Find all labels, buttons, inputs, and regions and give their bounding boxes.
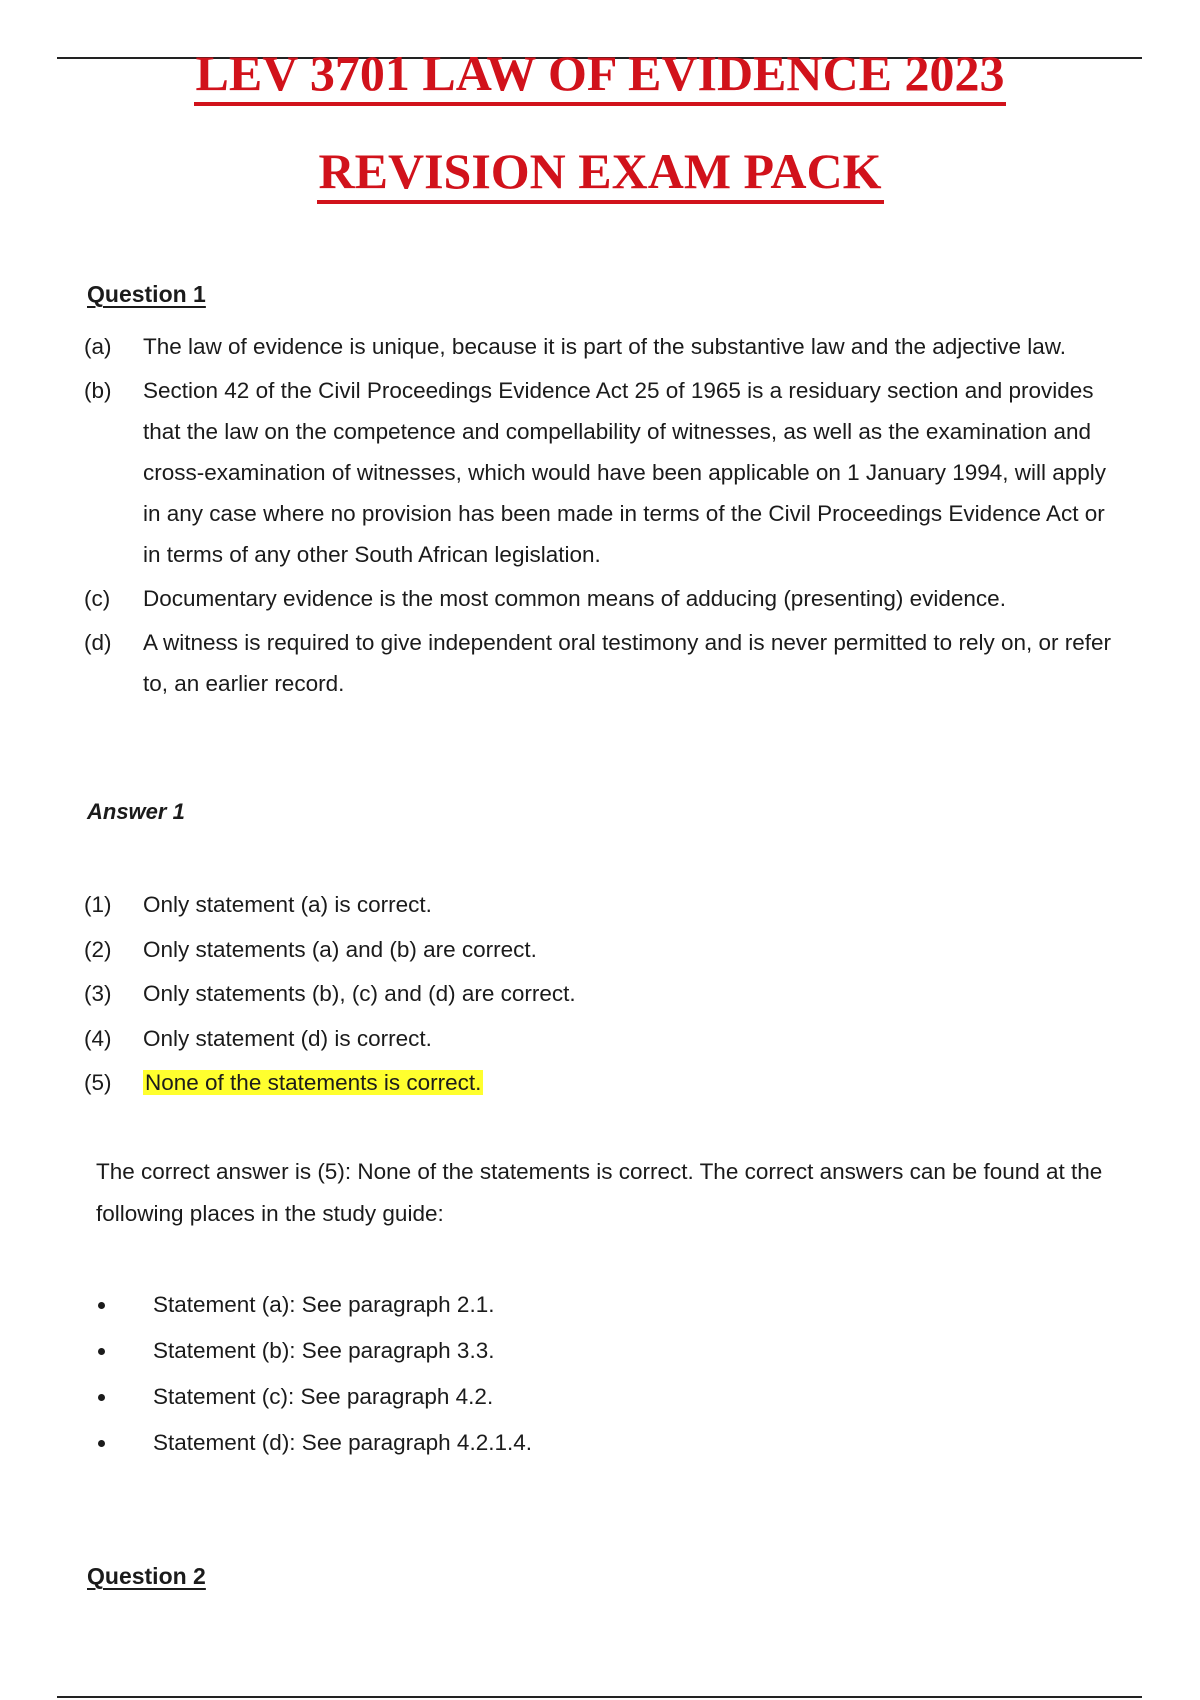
reference-item (93, 1328, 532, 1374)
answer-1-heading: Answer 1 (87, 799, 185, 824)
correct-option-highlight: None of the statements is correct. (145, 1070, 482, 1095)
bullet-icon (98, 1394, 105, 1401)
document-title: LEV 3701 LAW OF EVIDENCE 2023 (0, 48, 1200, 106)
reference-text: Statement (a): See paragraph 2.1. (153, 1292, 495, 1317)
answer-explanation: The correct answer is (5): None of the statements is correct. The correct answers can be found at the following places in the study guide: (96, 1159, 1103, 1226)
answer-option-3 (84, 973, 1114, 1014)
statement-a (84, 326, 1114, 367)
statement-text: Documentary evidence is the most common means of adducing (presenting) evidence. (143, 586, 1006, 611)
option-marker: (4) (84, 1025, 112, 1051)
reference-text: Statement (b): See paragraph 3.3. (153, 1338, 495, 1363)
answer-option-4 (84, 1018, 1114, 1059)
option-text: Only statement (d) is correct. (143, 1025, 432, 1051)
statement-c (84, 578, 1114, 619)
reference-text: Statement (d): See paragraph 4.2.1.4. (153, 1430, 532, 1455)
document-subtitle: REVISION EXAM PACK (0, 146, 1200, 204)
bullet-icon (98, 1302, 105, 1309)
option-marker: (3) (84, 981, 112, 1006)
study-guide-references (93, 1282, 532, 1466)
bullet-icon (98, 1348, 105, 1355)
option-marker: (5) (84, 1070, 112, 1095)
bottom-rule (57, 1696, 1142, 1698)
statement-text: The law of evidence is unique, because it is part of the substantive law and the adjective law. (143, 334, 1067, 359)
reference-item (93, 1420, 532, 1466)
statement-text: A witness is required to give independent oral testimony and is never permitted to rely on, or refer to, an earlier record. (143, 630, 1112, 696)
reference-item (93, 1282, 532, 1328)
bullet-icon (98, 1440, 105, 1447)
question-2-heading: Question 2 (87, 1563, 206, 1589)
statement-marker: (b) (84, 378, 112, 403)
statement-marker: (d) (84, 630, 112, 655)
option-marker: (1) (84, 892, 112, 917)
question-1-heading: Question 1 (87, 281, 206, 307)
answer-option-1 (84, 884, 1114, 925)
question-1-statements (84, 326, 1114, 707)
statement-b (84, 370, 1114, 575)
reference-item (93, 1374, 532, 1420)
answer-option-5 (84, 1062, 1114, 1103)
answer-option-2 (84, 929, 1114, 970)
statement-d (84, 622, 1114, 704)
statement-marker: (a) (84, 334, 112, 359)
answer-options (84, 884, 1114, 1107)
option-text: Only statements (a) and (b) are correct. (143, 936, 537, 962)
option-text: Only statements (b), (c) and (d) are correct. (143, 981, 576, 1006)
statement-marker: (c) (84, 586, 111, 611)
option-text: Only statement (a) is correct. (143, 892, 432, 917)
statement-text: Section 42 of the Civil Proceedings Evidence Act 25 of 1965 is a residuary section and provides that the law on the competence and compellability of witnesses, as well as the examination and cross-examination of witnesses, which would have been applicable on 1 January 1994, will apply in any case where no provision has been made in terms of the Civil Proceedings Evidence Act or in terms of any other South African legislation. (143, 378, 1107, 567)
option-marker: (2) (84, 936, 112, 962)
reference-text: Statement (c): See paragraph 4.2. (153, 1384, 494, 1409)
